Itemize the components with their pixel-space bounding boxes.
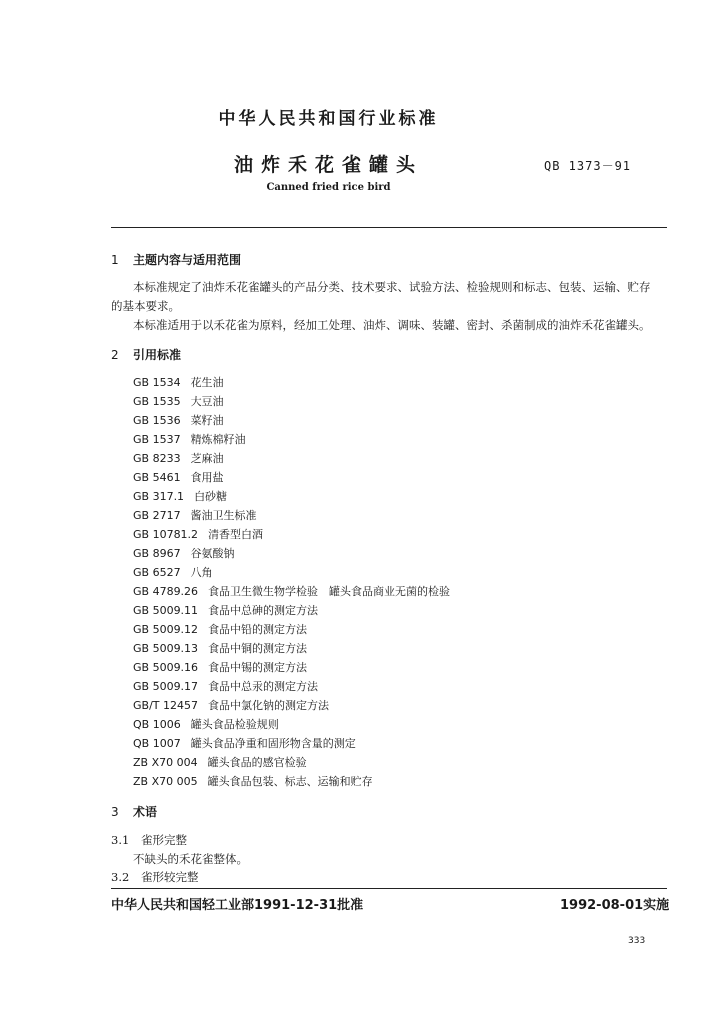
reference-item — [133, 431, 246, 447]
standard-number: QB 1373－91 — [544, 159, 632, 173]
reference-item — [133, 564, 213, 580]
implementation-date: 1992-08-01实施 — [560, 898, 670, 913]
term-3-2 — [111, 869, 199, 885]
reference-item — [133, 412, 224, 428]
reference-item — [133, 469, 224, 485]
reference-code: GB/T 12457 — [133, 699, 198, 712]
section-1-paragraph-1: 本标准规定了油炸禾花雀罐头的产品分类、技术要求、试验方法、检验规则和标志、包装、运输、贮存 — [133, 280, 651, 294]
term-number: 3.1 — [111, 833, 130, 847]
reference-code: ZB X70 005 — [133, 775, 198, 788]
reference-name: 食品中总砷的测定方法 — [208, 604, 319, 617]
footer-rule — [111, 888, 667, 889]
reference-code: QB 1006 — [133, 718, 181, 731]
section-3-heading — [111, 803, 157, 820]
section-title: 引用标准 — [133, 348, 182, 362]
reference-code: GB 5461 — [133, 471, 181, 484]
reference-code: GB 10781.2 — [133, 528, 199, 541]
section-1-paragraph-1-cont: 的基本要求。 — [111, 299, 180, 313]
reference-item — [133, 583, 450, 599]
reference-item — [133, 526, 263, 542]
term-number: 3.2 — [111, 870, 130, 884]
reference-item — [133, 659, 307, 675]
section-2-heading — [111, 346, 181, 363]
header-rule — [111, 227, 667, 228]
reference-name: 清香型白酒 — [208, 528, 264, 541]
reference-code: GB 5009.17 — [133, 680, 199, 693]
reference-item — [133, 754, 307, 770]
reference-name: 酱油卫生标准 — [190, 509, 257, 522]
reference-code: GB 2717 — [133, 509, 181, 522]
reference-name: 精炼棉籽油 — [190, 433, 246, 446]
reference-item — [133, 678, 318, 694]
term-3-1-definition: 不缺头的禾花雀整体。 — [133, 852, 248, 866]
reference-name: 罐头食品的感官检验 — [207, 756, 307, 769]
reference-item — [133, 545, 235, 561]
reference-code: GB 8967 — [133, 547, 181, 560]
reference-name: 白砂糖 — [194, 490, 228, 503]
reference-item — [133, 488, 227, 504]
section-title: 主题内容与适用范围 — [133, 253, 242, 267]
reference-item — [133, 374, 224, 390]
section-number: 1 — [111, 253, 119, 267]
reference-name: 食品中铜的测定方法 — [208, 642, 308, 655]
reference-item — [133, 697, 329, 713]
reference-item — [133, 773, 373, 789]
reference-code: GB 1534 — [133, 376, 181, 389]
reference-name: 八角 — [190, 566, 213, 579]
reference-code: GB 1535 — [133, 395, 181, 408]
page-number: 333 — [628, 936, 646, 946]
section-number: 3 — [111, 805, 119, 819]
section-1-paragraph-2: 本标准适用于以禾花雀为原料，经加工处理、油炸、调味、装罐、密封、杀菌制成的油炸禾花雀罐头。 — [133, 318, 651, 332]
reference-code: GB 1537 — [133, 433, 181, 446]
reference-item — [133, 393, 224, 409]
term-title: 雀形较完整 — [141, 870, 199, 884]
org-title: 中华人民共和国行业标准 — [218, 109, 439, 129]
term-title: 雀形完整 — [141, 833, 187, 847]
reference-code: GB 4789.26 — [133, 585, 199, 598]
reference-code: GB 5009.11 — [133, 604, 199, 617]
reference-item — [133, 640, 307, 656]
section-number: 2 — [111, 348, 119, 362]
reference-item — [133, 735, 356, 751]
reference-code: GB 5009.13 — [133, 642, 199, 655]
reference-name: 菜籽油 — [190, 414, 224, 427]
reference-item — [133, 716, 279, 732]
reference-item — [133, 621, 307, 637]
reference-code: GB 6527 — [133, 566, 181, 579]
reference-name: 大豆油 — [190, 395, 224, 408]
reference-code: GB 5009.12 — [133, 623, 199, 636]
reference-name: 罐头食品检验规则 — [190, 718, 279, 731]
reference-name: 罐头食品净重和固形物含量的测定 — [190, 737, 356, 750]
reference-name: 花生油 — [190, 376, 224, 389]
approval-text: 中华人民共和国轻工业部1991-12-31批准 — [111, 898, 364, 913]
reference-item — [133, 507, 257, 523]
reference-item — [133, 602, 318, 618]
english-title: Canned fried rice bird — [266, 182, 391, 193]
reference-name: 食品卫生微生物学检验 罐头食品商业无菌的检验 — [208, 585, 451, 598]
reference-code: GB 1536 — [133, 414, 181, 427]
term-3-1 — [111, 832, 187, 848]
reference-code: GB 317.1 — [133, 490, 185, 503]
reference-item — [133, 450, 224, 466]
reference-code: ZB X70 004 — [133, 756, 198, 769]
reference-name: 罐头食品包装、标志、运输和贮存 — [207, 775, 373, 788]
section-title: 术语 — [133, 805, 158, 819]
reference-code: GB 5009.16 — [133, 661, 199, 674]
reference-name: 食品中总汞的测定方法 — [208, 680, 319, 693]
reference-code: QB 1007 — [133, 737, 181, 750]
section-1-heading — [111, 251, 241, 268]
reference-name: 食品中氯化钠的测定方法 — [208, 699, 329, 712]
reference-name: 芝麻油 — [190, 452, 224, 465]
reference-name: 食品中锡的测定方法 — [208, 661, 308, 674]
reference-code: GB 8233 — [133, 452, 181, 465]
reference-name: 谷氨酸钠 — [190, 547, 235, 560]
doc-title: 油炸禾花雀罐头 — [233, 154, 423, 176]
reference-name: 食品中铅的测定方法 — [208, 623, 308, 636]
reference-name: 食用盐 — [190, 471, 224, 484]
